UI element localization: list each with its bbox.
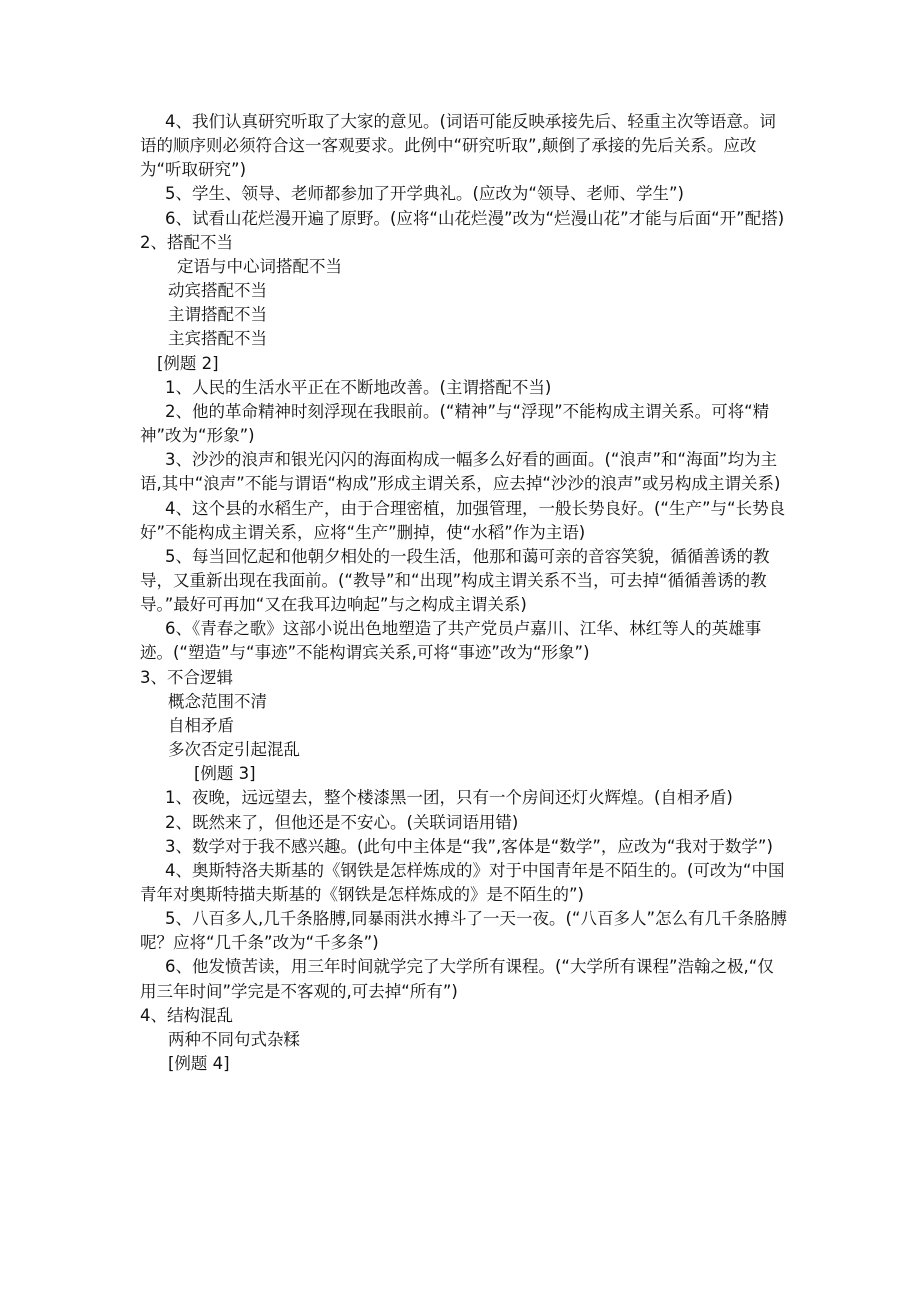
paragraph: 主谓搭配不当 [168,305,267,325]
paragraph: 自相矛盾 [168,715,234,735]
paragraph: 6、他发愤苦读，用三年时间就学完了大学所有课程。(“大学所有课程”浩翰之极,“仅用三年时间”学完是不客观的,可去掉“所有”) [140,957,774,1001]
paragraph: 概念范围不清 [168,691,267,711]
paragraph: 5、学生、领导、老师都参加了开学典礼。(应改为“领导、老师、学生”) [165,184,684,204]
paragraph: 3、数学对于我不感兴趣。(此句中主体是“我”,客体是“数学”，应改为“我对于数学”) [165,836,773,856]
paragraph: 多次否定引起混乱 [168,740,300,760]
paragraph: 6、试看山花烂漫开遍了原野。(应将“山花烂漫”改为“烂漫山花”才能与后面“开”配搭) [165,208,785,228]
paragraph: 4、我们认真研究听取了大家的意见。(词语可能反映承接先后、轻重主次等语意。词语的顺序则必须符合这一客观要求。此例中“研究听取”,颠倒了承接的先后关系。应改为“听取研究”) [140,112,776,180]
paragraph: 定语与中心词搭配不当 [177,256,342,276]
paragraph: 2、搭配不当 [140,232,233,252]
paragraph: 4、这个县的水稻生产，由于合理密植，加强管理，一般长势良好。(“生产”与“长势良好”不能构成主谓关系，应将“生产”删掉，使“水稻”作为主语) [140,498,786,542]
paragraph: [例题 2] [157,353,219,373]
document-body [140,110,790,1076]
paragraph: 主宾搭配不当 [168,329,267,349]
paragraph: 1、夜晚，远远望去，整个楼漆黑一团，只有一个房间还灯火辉煌。(自相矛盾) [165,788,733,808]
paragraph: 3、沙沙的浪声和银光闪闪的海面构成一幅多么好看的画面。(“浪声”和“海面”均为主语,其中“浪声”不能与谓语“构成”形成主谓关系，应去掉“沙沙的浪声”或另构成主谓关系) [140,450,781,494]
paragraph: 3、不合逻辑 [140,667,233,687]
paragraph: 1、人民的生活水平正在不断地改善。(主谓搭配不当) [165,377,552,397]
paragraph: [例题 3] [194,764,256,784]
paragraph: 4、奥斯特洛夫斯基的《钢铁是怎样炼成的》对于中国青年是不陌生的。(可改为“中国青年对奥斯特描夫斯基的《钢铁是怎样炼成的》是不陌生的”) [140,860,785,904]
paragraph: 5、每当回忆起和他朝夕相处的一段生活，他那和蔼可亲的音容笑貌，循循善诱的教导，又重新出现在我面前。(“教导”和“出现”构成主谓关系不当，可去掉“循循善诱的教导。”最好可再加“又在我耳边响起”与之构成主谓关系) [140,546,770,615]
paragraph: 两种不同句式杂糅 [168,1029,300,1049]
paragraph: 2、他的革命精神时刻浮现在我眼前。(“精神”与“浮现”不能构成主谓关系。可将“精神”改为“形象”) [140,401,770,446]
paragraph: 动宾搭配不当 [168,281,267,301]
paragraph: 5、八百多人,几千条胳膊,同暴雨洪水搏斗了一天一夜。(“八百多人”怎么有几千条胳膊呢？应将“几千条”改为“千多条”) [140,909,788,953]
paragraph: 6、《青春之歌》这部小说出色地塑造了共产党员卢嘉川、江华、林红等人的英雄事迹。(“塑造”与“事迹”不能构谓宾关系,可将“事迹”改为“形象”) [140,619,762,663]
paragraph: 4、结构混乱 [140,1005,233,1025]
paragraph: 2、既然来了，但他还是不安心。(关联词语用错) [165,812,519,832]
paragraph: [例题 4] [168,1054,230,1074]
